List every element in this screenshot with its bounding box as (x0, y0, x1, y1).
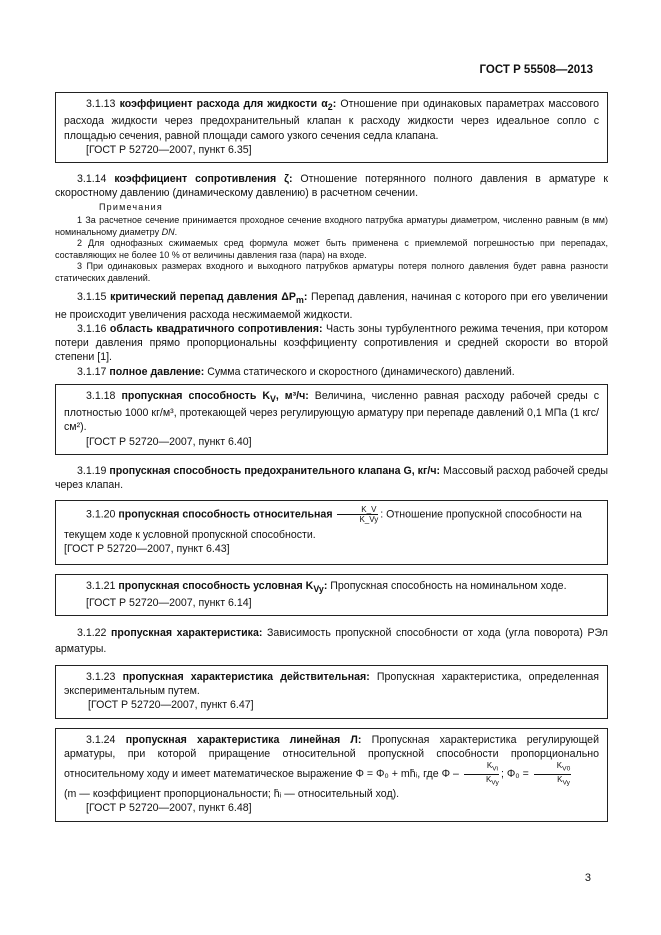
note-1-dn: DN (161, 226, 175, 237)
term-box-3-1-23 (55, 665, 608, 719)
term-name: коэффициент расхода для жидкости α (119, 98, 328, 110)
term-3-1-24: 3.1.24 пропускная характеристика линейная Л: Пропускная характеристика регулирующей арматуры, при которой приращение относительной пропускной способности пропорционально относительному ходу и имеет математическое выражение Φ = Φ₀ + mh̄ᵢ, где Φ – $\frac{K_{Vi}}{K_{Vy}}$ ; Φ₀ = $\frac{K_{V0}}{K_{Vy}}$ (64, 733, 599, 787)
fraction-denominator: $K_{Vy}$ (485, 774, 499, 787)
term-definition: Пропускная способность на номинальном ходе. (327, 579, 567, 592)
term-name: коэффициент сопротивления ζ: (114, 172, 293, 185)
term-box-3-1-13 (55, 92, 608, 163)
fraction-kvi-kvy (464, 761, 499, 787)
fraction-numerator: K_V (337, 505, 378, 515)
reference: [ГОСТ Р 52720—2007, пункт 6.43] (64, 543, 230, 556)
term-3-1-22 (55, 625, 608, 657)
term-name: критический перепад давления ΔP (110, 291, 296, 304)
fraction-denominator: $K_{Vy}$ (557, 774, 570, 787)
term-number: 3.1.16 (77, 323, 110, 335)
term-subscript: 2 (327, 102, 333, 113)
term-number: 3.1.22 (77, 627, 111, 640)
term-number: 3.1.20 (86, 508, 119, 521)
term-definition-continued: текущем ходе к условной пропускной способности. (64, 529, 316, 542)
term-subscript: V (269, 393, 276, 404)
term-number: 3.1.24 (86, 733, 126, 746)
term-name: пропускная характеристика: (111, 627, 263, 640)
fraction-numerator: $K_{V0}$ (534, 761, 572, 775)
document-header: ГОСТ Р 55508—2013 (479, 64, 593, 76)
reference: [ГОСТ Р 52720—2007, пункт 6.14] (86, 596, 252, 609)
term-definition: Отношение потерянного полного давления в арматуре к скоростному давлению (динамическому давлению) в расчетном сечении. (55, 172, 608, 200)
term-3-1-13 (64, 97, 599, 143)
document-body (55, 92, 608, 831)
term-name: пропускная способность относительная (118, 508, 333, 521)
term-box-3-1-18 (55, 384, 608, 455)
term-3-1-16 (55, 322, 608, 365)
phi0-label: Φ₀ = (506, 767, 529, 780)
term-box-3-1-20 (55, 500, 608, 564)
reference: [ГОСТ Р 52720—2007, пункт 6.40] (86, 435, 252, 448)
term-number: 3.1.13 (86, 98, 120, 110)
note-3: 3 При одинаковых размерах входного и выходного патрубков арматуры потеря полного давления будет равна разности статических давлений. (55, 261, 608, 283)
term-3-1-19 (55, 464, 608, 492)
term-name: пропускная способность условная K (118, 579, 314, 592)
term-3-1-15 (55, 290, 608, 322)
note-2: 2 Для однофазных сжимаемых сред формула может быть применена с приемлемой погрешностью при перепадах, составляющих не более 10 % от величины давления газа (пара) на входе. (55, 238, 608, 260)
term-name: пропускная характеристика действительная: (122, 671, 370, 684)
term-definition-tail: (m — коэффициент пропорциональности; h̄ᵢ — относительный ход). (64, 788, 400, 801)
term-number: 3.1.18 (86, 389, 122, 402)
fraction-denominator: K_Vy (359, 515, 379, 525)
term-name: пропускная характеристика линейная Л: (125, 733, 362, 746)
term-3-1-18 (64, 389, 599, 435)
page-number: 3 (584, 872, 591, 884)
note-1-text: 1 За расчетное сечение принимается проходное сечение входного патрубка арматуры диаметром, численно равным (в мм) номинальному диаметру (55, 214, 608, 237)
term-definition: Пропускная характеристика, определенная экспериментальным путем. (64, 671, 599, 698)
term-box-3-1-24 (55, 728, 608, 822)
fraction-kv0-kvy (534, 761, 572, 787)
term-name: пропускная способность K (121, 389, 270, 402)
term-definition: Перепад давления, начиная с которого при его увеличении не происходит увеличения расхода несжимаемой жидкости. (55, 291, 608, 321)
notes-block (55, 202, 608, 284)
fraction-kv-kvy (337, 505, 378, 524)
note-1-end: . (174, 226, 178, 237)
fraction-numerator: $K_{Vi}$ (464, 761, 499, 775)
term-number: 3.1.23 (86, 671, 123, 684)
term-name: область квадратичного сопротивления: (109, 323, 323, 335)
term-subscript: Vy (313, 583, 324, 594)
notes-title: Примечания (99, 202, 163, 213)
term-unit: , м³/ч: (275, 389, 309, 402)
term-box-3-1-21 (55, 574, 608, 617)
term-definition: Массовый расход рабочей среды через клапан. (55, 464, 608, 491)
term-number: 3.1.14 (77, 172, 115, 185)
term-number: 3.1.15 (77, 291, 111, 304)
reference: [ГОСТ Р 52720—2007, пункт 6.47] (88, 699, 254, 712)
term-3-1-17 (55, 365, 608, 379)
term-3-1-23 (64, 670, 599, 698)
term-definition: Часть зоны турбулентного режима течения, при котором потери давления прямо пропорциональны коэффициенту сопротивления и средней скорости во второй степени [1]. (55, 323, 608, 364)
term-definition: Зависимость пропускной способности от хода (угла поворота) РЭл арматуры. (55, 627, 608, 656)
term-definition: Пропускная характеристика регулирующей арматуры, при которой приращение относительной пропускной способности пропорционально относительному ходу и имеет математическое выражение Φ = Φ₀ + mh̄ᵢ, где Φ – (64, 733, 599, 780)
term-number: 3.1.17 (77, 365, 110, 378)
term-name: полное давление: (109, 365, 205, 378)
term-colon: : (323, 579, 328, 592)
term-3-1-21 (64, 579, 599, 596)
term-3-1-14 (55, 172, 608, 200)
term-definition: Величина, численно равная расходу рабочей среды с плотностью 1000 кг/м³, протекающей через регулирующую арматуру при перепаде давлений 0,1 МПа (1 кгс/см²). (64, 389, 599, 434)
term-3-1-20 (64, 505, 599, 524)
term-number: 3.1.21 (86, 579, 119, 592)
term-number: 3.1.19 (77, 464, 110, 477)
term-colon: : (303, 291, 308, 304)
reference: [ГОСТ Р 52720—2007, пункт 6.48] (86, 802, 252, 815)
term-name: пропускная способность предохранительного клапана G, кг/ч: (109, 464, 440, 477)
reference: [ГОСТ Р 52720—2007, пункт 6.35] (86, 143, 252, 156)
term-definition: Сумма статического и скоростного (динамического) давлений. (204, 365, 515, 378)
term-definition: Отношение при одинаковых параметрах массового расхода жидкости через предохранительный клапан к расходу жидкости через идеальное сопло с площадью сечения, равной площади самого узкого сечения седла клапана. (64, 98, 599, 142)
term-colon: : (332, 98, 337, 110)
term-definition: : Отношение пропускной способности на (380, 508, 582, 521)
term-subscript: m (295, 295, 304, 306)
note-1 (55, 215, 608, 238)
